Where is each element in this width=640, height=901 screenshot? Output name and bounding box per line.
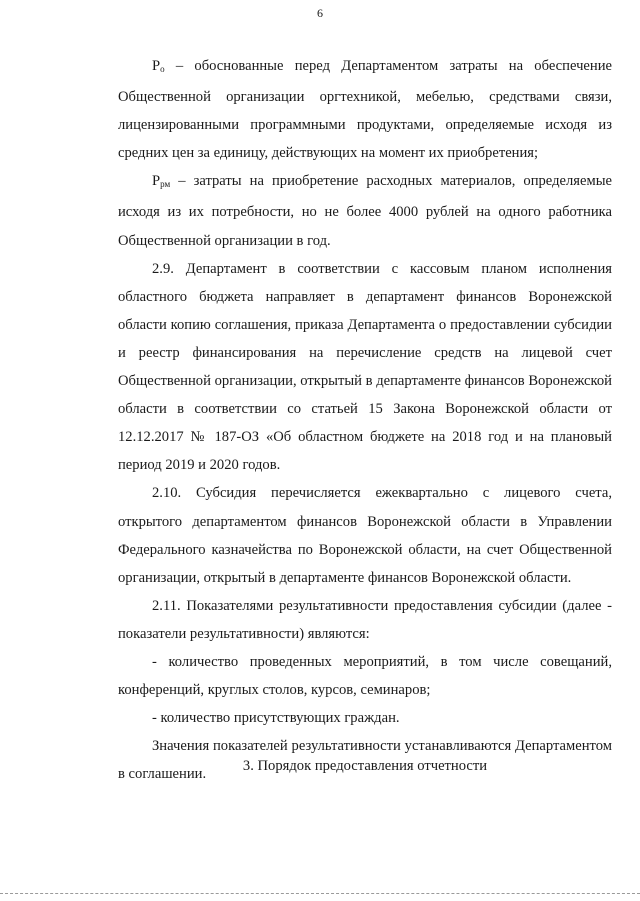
paragraph-text: – обоснованные перед Департаментом затраты на обеспечение Общественной организации оргтехникой, мебелью, средствами связи, лицензированными программными продуктами, определяемые исходя из средних цен за единицу, действующих на момент их приобретения; — [118, 58, 612, 162]
paragraph-2-9: 2.9. Департамент в соответствии с кассовым планом исполнения областного бюджета направляет в департамент финансов Воронежской области копию соглашения, приказа Департамента о предоставлении субсидии и реестр финансирования на перечисление средств на лицевой счет Общественной организации, открытый в департаменте финансов Воронежской области в соответствии со статьей 15 Закона Воронежской области от 12.12.2017 № 187-ОЗ «Об областном бюджете на 2018 год и на плановый период 2019 и 2020 годов. — [118, 260, 612, 474]
paragraph-po-definition — [118, 52, 612, 167]
paragraph-prm-definition — [118, 167, 612, 254]
paragraph-indicator-values: Значения показателей результативности устанавливаются Департаментом в соглашении. — [118, 738, 612, 783]
body-text — [118, 52, 612, 788]
bottom-edge-divider — [0, 893, 640, 894]
symbol-p: Р — [152, 58, 161, 74]
list-item-events-count: - количество проведенных мероприятий, в том числе совещаний, конференций, круглых столов, курсов, семинаров; — [118, 653, 612, 699]
paragraph-2-10: 2.10. Субсидия перечисляется ежеквартально с лицевого счета, открытого департаментом финансов Воронежской области в Управлении Федерального казначейства по Воронежской области, на счет Общественной организации, открытый в департаменте финансов Воронежской области. — [118, 485, 612, 586]
paragraph-2-11: 2.11. Показателями результативности предоставления субсидии (далее - показатели результативности) являются: — [118, 597, 612, 642]
symbol-p: Р — [152, 173, 161, 190]
symbol-subscript: о — [160, 64, 165, 74]
paragraph-text: – затраты на приобретение расходных материалов, определяемые исходя из их потребности, но не более 4000 рублей на одного работника Общественной организации в год. — [118, 173, 612, 249]
page-number: 6 — [317, 6, 323, 20]
section-heading: 3. Порядок предоставления отчетности — [242, 758, 488, 774]
list-item-attendees-count: - количество присутствующих граждан. — [152, 710, 400, 727]
symbol-subscript: рм — [160, 179, 171, 190]
